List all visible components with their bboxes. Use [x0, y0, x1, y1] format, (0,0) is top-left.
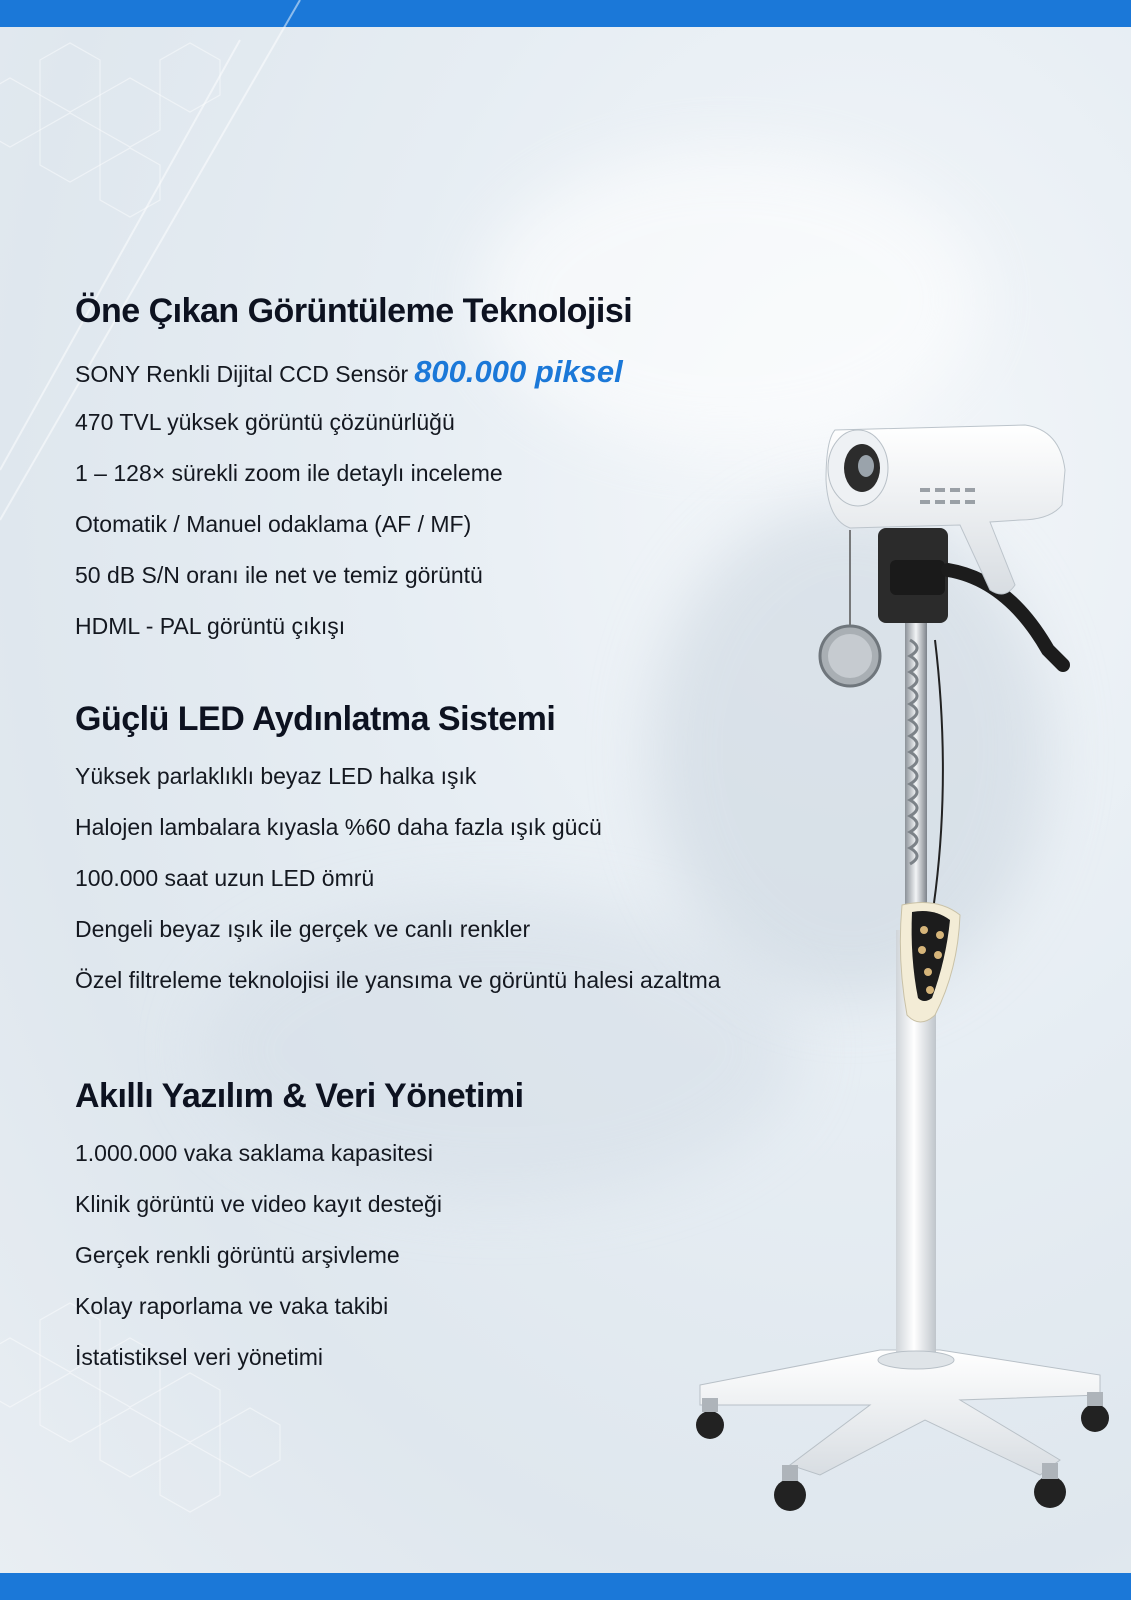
list-item [75, 354, 623, 390]
highlight-pixels: 800.000 piksel [414, 354, 623, 389]
section-title-software: Akıllı Yazılım & Veri Yönetimi [75, 1077, 524, 1115]
list-item: 50 dB S/N oranı ile net ve temiz görüntü [75, 562, 483, 588]
list-item: HDML - PAL görüntü çıkışı [75, 613, 346, 639]
list-item: 1 – 128× sürekli zoom ile detaylı inceleme [75, 460, 503, 486]
list-item: Otomatik / Manuel odaklama (AF / MF) [75, 511, 472, 537]
list-item: 1.000.000 vaka saklama kapasitesi [75, 1140, 433, 1166]
section-title-imaging: Öne Çıkan Görüntüleme Teknolojisi [75, 292, 633, 330]
list-item: Kolay raporlama ve vaka takibi [75, 1293, 389, 1319]
list-item: Özel filtreleme teknolojisi ile yansıma ve görüntü halesi azaltma [75, 967, 721, 993]
colposcope-device-image [660, 410, 1130, 1560]
bottom-accent-bar [0, 1573, 1131, 1600]
list-item: Yüksek parlaklıklı beyaz LED halka ışık [75, 763, 477, 789]
list-item-text: SONY Renkli Dijital CCD Sensör [75, 361, 409, 387]
section-title-led: Güçlü LED Aydınlatma Sistemi [75, 700, 556, 738]
list-item: Dengeli beyaz ışık ile gerçek ve canlı renkler [75, 916, 531, 942]
list-item: 470 TVL yüksek görüntü çözünürlüğü [75, 409, 455, 435]
list-item: İstatistiksel veri yönetimi [75, 1344, 323, 1370]
list-item: Gerçek renkli görüntü arşivleme [75, 1242, 400, 1268]
list-item: Halojen lambalara kıyasla %60 daha fazla ışık gücü [75, 814, 602, 840]
list-item: Klinik görüntü ve video kayıt desteği [75, 1191, 442, 1217]
list-item: 100.000 saat uzun LED ömrü [75, 865, 375, 891]
